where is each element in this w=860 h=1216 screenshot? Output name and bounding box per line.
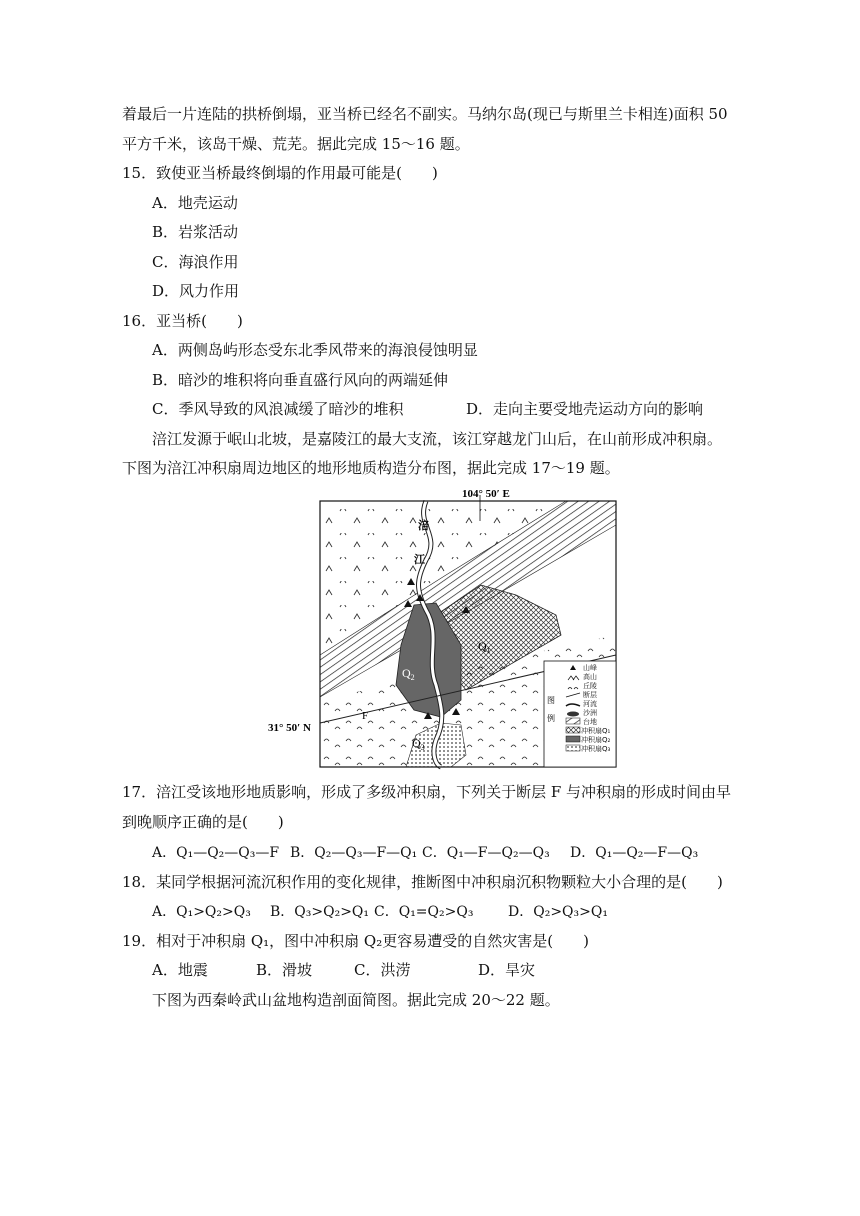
legend — [544, 661, 616, 767]
fault-label: F — [362, 710, 369, 722]
q19-option-d: D．旱灾 — [478, 961, 536, 979]
legend-item: 断层 — [583, 691, 597, 699]
river-name-2: 江 — [414, 553, 425, 566]
q15-option-c: C．海浪作用 — [152, 253, 239, 271]
q18-option-d: D．Q₂>Q₃>Q₁ — [508, 904, 608, 920]
q1-label: $Q_1$ — [478, 639, 491, 655]
q16-stem: 16．亚当桥( ) — [122, 312, 243, 330]
q17-options — [152, 843, 698, 863]
intro-line-1: 着最后一片连陆的拱桥倒塌，亚当桥已经名不副实。马纳尔岛(现已与斯里兰卡相连)面积 50 — [122, 105, 728, 123]
q17-option-a: A．Q₁—Q₂—Q₃—F — [152, 845, 280, 861]
q15-option-a: A．地壳运动 — [152, 194, 238, 212]
q17-stem-line-1: 17．涪江受该地形地质影响，形成了多级冲积扇，下列关于断层 F 与冲积扇的形成时间由早 — [122, 783, 732, 801]
legend-item: 山峰 — [583, 664, 597, 672]
longitude-label: 104° 50′ E — [462, 488, 510, 500]
q17-stem-line-2: 到晚顺序正确的是( ) — [122, 813, 284, 831]
q15-stem: 15．致使亚当桥最终倒塌的作用最可能是( ) — [122, 164, 438, 182]
legend-title-2: 例 — [547, 714, 555, 723]
legend-item: 河流 — [583, 700, 597, 708]
intro-line-2: 平方千米，该岛干燥、荒芜。据此完成 15～16 题。 — [122, 135, 470, 153]
q18-option-b: B．Q₃>Q₂>Q₁ — [270, 904, 370, 920]
legend-item: 高山 — [583, 673, 597, 681]
q17-option-c: C．Q₁—F—Q₂—Q₃ — [422, 845, 550, 861]
legend-title-1: 图 — [547, 696, 555, 705]
q17-option-b: B．Q₂—Q₃—F—Q₁ — [290, 845, 418, 861]
q16-option-b: B．暗沙的堆积将向垂直盛行风向的两端延伸 — [152, 371, 449, 389]
q19-stem: 19．相对于冲积扇 Q₁，图中冲积扇 Q₂更容易遭受的自然灾害是( ) — [122, 932, 589, 950]
q17-option-d: D．Q₁—Q₂—F—Q₃ — [570, 845, 699, 861]
legend-item: 台地 — [583, 718, 597, 726]
q19-option-b: B．滑坡 — [256, 961, 313, 979]
legend-item: 冲积扇Q₃ — [581, 745, 611, 753]
q18-options — [152, 902, 608, 922]
q15-option-b: B．岩浆活动 — [152, 223, 239, 241]
q18-option-c: C．Q₁=Q₂>Q₃ — [374, 904, 474, 920]
q18-option-a: A．Q₁>Q₂>Q₃ — [152, 904, 251, 920]
legend-item: 丘陵 — [583, 682, 597, 690]
passage2-line-2: 下图为涪江冲积扇周边地区的地形地质构造分布图，据此完成 17～19 题。 — [122, 459, 620, 477]
q3-label: $Q_3$ — [412, 736, 425, 752]
river-name-1: 涪 — [418, 519, 429, 532]
q16-option-d: D．走向主要受地壳运动方向的影响 — [466, 400, 704, 418]
q19-options — [152, 960, 535, 980]
q15-option-d: D．风力作用 — [152, 282, 240, 300]
latitude-label: 31° 50′ N — [268, 722, 311, 734]
passage3-line-1: 下图为西秦岭武山盆地构造剖面简图。据此完成 20～22 题。 — [152, 991, 560, 1009]
legend-item: 冲积扇Q₂ — [581, 736, 611, 744]
q2-label: $Q_2$ — [402, 666, 415, 682]
q16-option-a: A．两侧岛屿形态受东北季风带来的海浪侵蚀明显 — [152, 341, 478, 359]
legend-item: 沙洲 — [583, 709, 597, 717]
q16-option-c: C．季风导致的风浪减缓了暗沙的堆积 — [152, 400, 404, 418]
legend-item: 冲积扇Q₁ — [581, 727, 611, 735]
q19-option-c: C．洪涝 — [354, 961, 411, 979]
passage2-line-1: 涪江发源于岷山北坡，是嘉陵江的最大支流，该江穿越龙门山后，在山前形成冲积扇。 — [152, 430, 723, 448]
q18-stem: 18．某同学根据河流沉积作用的变化规律，推断图中冲积扇沉积物颗粒大小合理的是( ) — [122, 873, 723, 891]
q19-option-a: A．地震 — [152, 961, 208, 979]
fault-map-figure — [266, 485, 622, 775]
